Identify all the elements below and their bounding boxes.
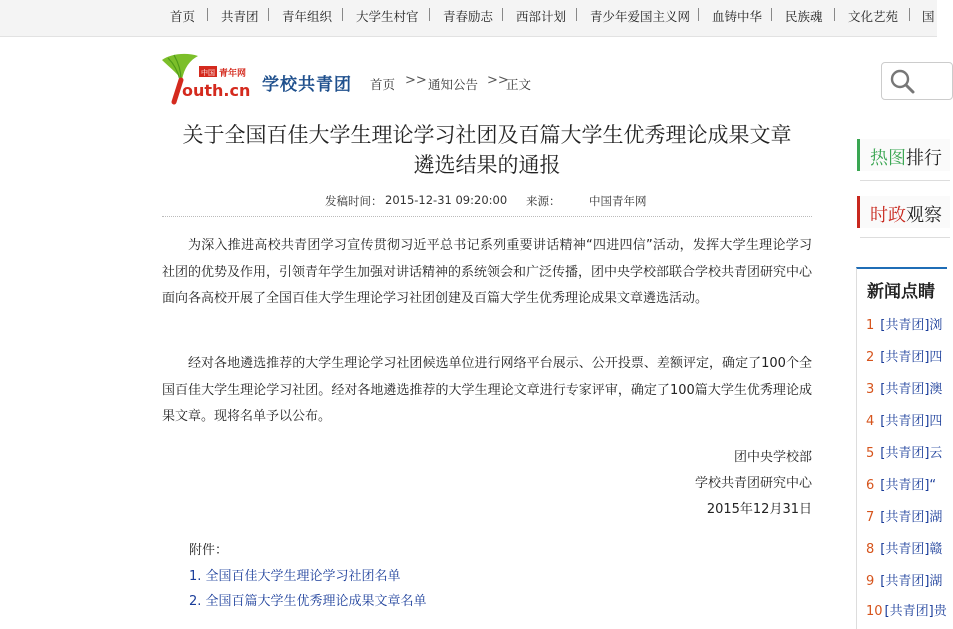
breadcrumb-current: 正文 <box>506 77 532 92</box>
nav-divider <box>909 8 910 21</box>
tab-label: 热图排行 <box>870 148 942 169</box>
signature-date: 2015年12月31日 <box>706 502 812 517</box>
news-highlights-panel <box>856 267 947 629</box>
site-section-name[interactable]: 学校共青团 <box>262 75 352 95</box>
breadcrumb-notices[interactable]: 通知公告 <box>428 77 479 92</box>
article-paragraph: 经对各地遴选推荐的大学生理论学习社团候选单位进行网络平台展示、公开投票、差额评定，确定了100个全国百佳大学生理论学习社团。经对各地遴选推荐的大学生理论文章进行专家评审，确定了100篇大学生优秀理论成果文章。现将名单予以公布。 <box>162 356 812 424</box>
nav-youth-league[interactable]: 共青团 <box>221 9 259 24</box>
attachment-link[interactable]: 1. 全国百佳大学生理论学习社团名单 <box>189 569 401 584</box>
article-title <box>162 120 812 180</box>
svg-text:outh.cn: outh.cn <box>182 81 251 100</box>
nav-divider <box>834 8 835 21</box>
top-nav-bar <box>0 0 937 37</box>
article-paragraph: 为深入推进高校共青团学习宣传贯彻习近平总书记系列重要讲话精神“四进四信”活动，发挥大学生理论学习社团的优势及作用，引领青年学生加强对讲话精神的系统领会和广泛传播，团中央学校部联合学校共青团研究中心面向各高校开展了全国百佳大学生理论学习社团创建及百篇大学生优秀理论成果文章遴选活动。 <box>162 238 813 306</box>
tab-underline <box>860 180 950 181</box>
breadcrumb-separator-icon: >> <box>405 73 427 88</box>
tab-politics[interactable] <box>857 196 950 228</box>
nav-culture-art[interactable]: 文化艺苑 <box>848 9 899 24</box>
signature-org: 团中央学校部 <box>733 450 812 465</box>
news-item[interactable]: 3 [共青团]澳 <box>866 382 943 397</box>
news-item[interactable]: 10 [共青团]贵 <box>866 604 947 619</box>
youth-cn-logo-graphic <box>160 50 256 106</box>
nav-divider <box>268 8 269 21</box>
news-item[interactable]: 8 [共青团]赣 <box>866 542 943 557</box>
source-label: 来源： <box>526 194 561 208</box>
svg-text:青年网: 青年网 <box>219 69 247 79</box>
news-item[interactable]: 5 [共青团]云 <box>866 446 943 461</box>
nav-more[interactable]: 国 <box>922 9 935 24</box>
nav-national-spirit[interactable]: 民族魂 <box>785 9 823 24</box>
news-panel-title: 新闻点睛 <box>867 282 935 302</box>
nav-youth-orgs[interactable]: 青年组织 <box>282 9 333 24</box>
source-value: 中国青年网 <box>589 194 647 208</box>
nav-divider <box>771 8 772 21</box>
nav-divider <box>698 8 699 21</box>
nav-west-plan[interactable]: 西部计划 <box>516 9 567 24</box>
news-item[interactable]: 9 [共青团]湖 <box>866 574 943 589</box>
nav-divider <box>207 8 208 21</box>
tab-hot-pictures[interactable] <box>857 139 950 171</box>
tab-underline <box>860 237 950 238</box>
nav-home[interactable]: 首页 <box>170 9 196 24</box>
nav-divider <box>342 8 343 21</box>
nav-patriotism[interactable]: 青少年爱国主义网 <box>590 9 691 24</box>
breadcrumb-home[interactable]: 首页 <box>370 77 396 92</box>
signature-org: 学校共青团研究中心 <box>694 476 812 491</box>
breadcrumb-separator-icon: >> <box>487 73 509 88</box>
news-item[interactable]: 7 [共青团]湖 <box>866 510 943 525</box>
tab-label: 时政观察 <box>870 205 942 226</box>
article-title-line: 关于全国百佳大学生理论学习社团及百篇大学生优秀理论成果文章 <box>182 123 792 147</box>
nav-village-officials[interactable]: 大学生村官 <box>356 9 419 24</box>
nav-blood-china[interactable]: 血铸中华 <box>712 9 763 24</box>
news-item[interactable]: 6 [共青团]“ <box>866 478 937 493</box>
nav-inspiration[interactable]: 青春励志 <box>443 9 494 24</box>
svg-text:中国: 中国 <box>201 69 215 77</box>
nav-divider <box>502 8 503 21</box>
title-divider <box>162 216 812 217</box>
news-item[interactable]: 1 [共青团]浏 <box>866 318 943 333</box>
attachments-label: 附件： <box>189 543 229 558</box>
article-title-line: 遴选结果的通报 <box>413 153 561 177</box>
search-icon[interactable] <box>887 66 917 96</box>
nav-divider <box>429 8 430 21</box>
publish-time-label: 发稿时间： <box>325 194 383 208</box>
news-item[interactable]: 2 [共青团]四 <box>866 350 943 365</box>
search-box[interactable] <box>881 62 953 100</box>
publish-time: 2015-12-31 09:20:00 <box>385 193 508 207</box>
news-item[interactable]: 4 [共青团]四 <box>866 414 943 429</box>
nav-divider <box>576 8 577 21</box>
attachment-link[interactable]: 2. 全国百篇大学生优秀理论成果文章名单 <box>189 594 427 609</box>
site-logo[interactable] <box>160 50 256 106</box>
